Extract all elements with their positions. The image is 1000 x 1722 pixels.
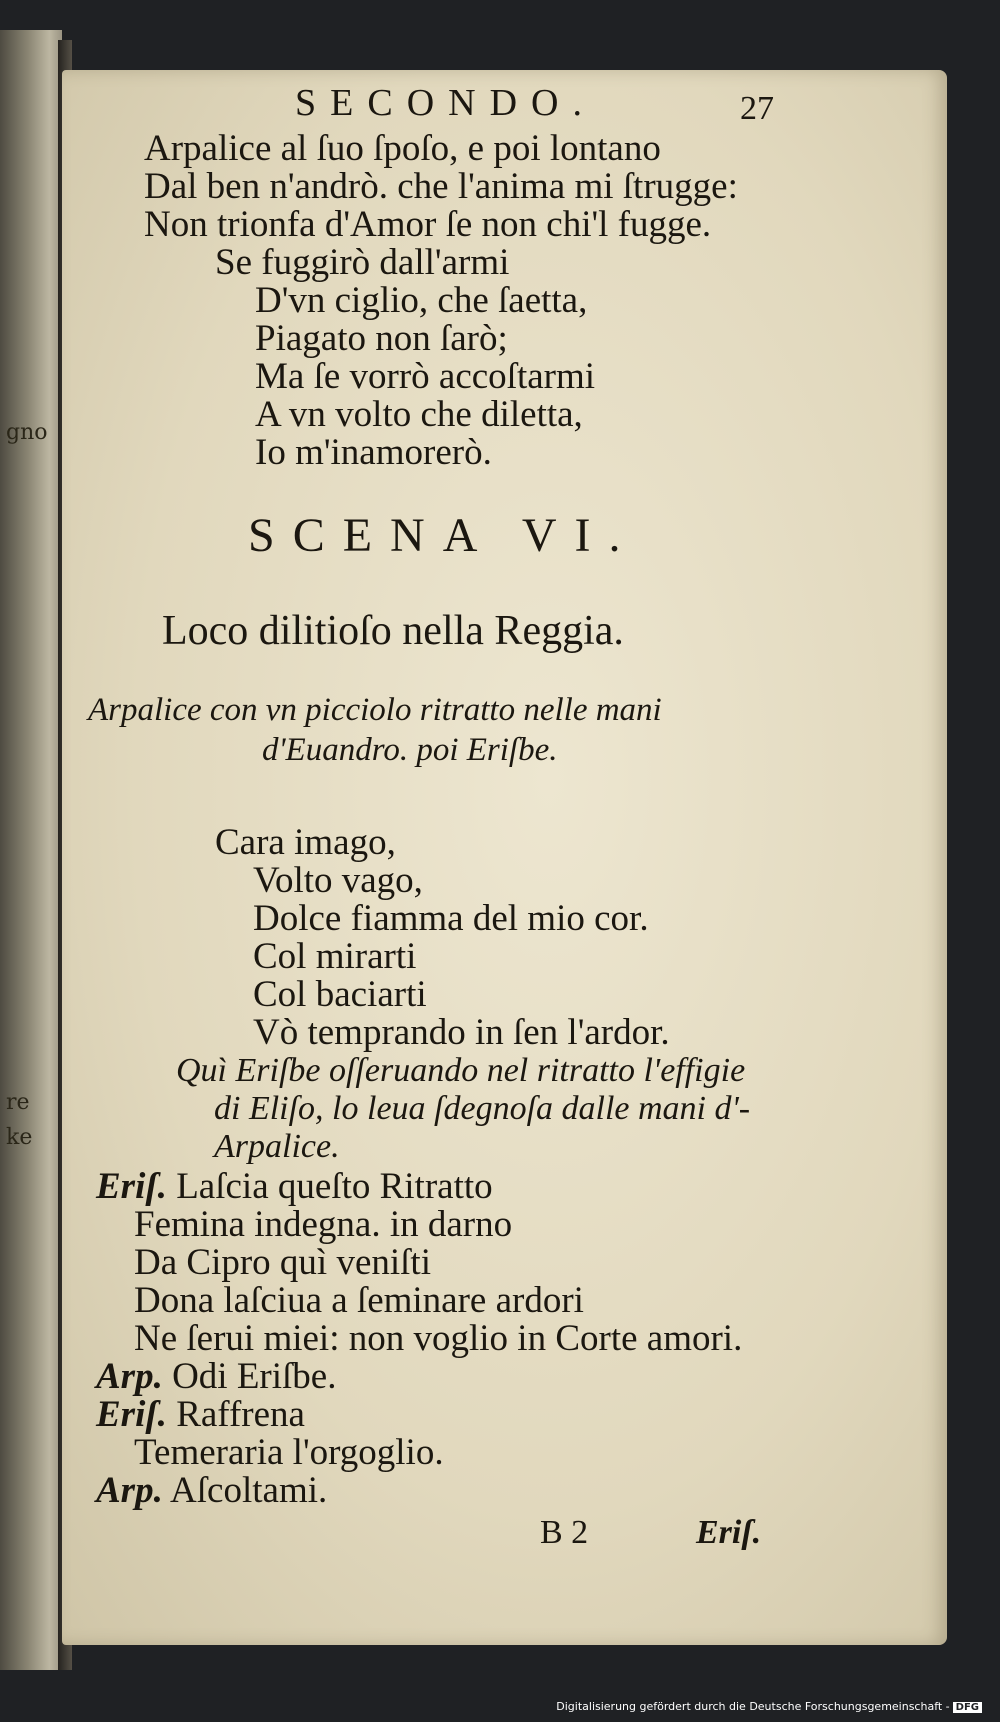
- facing-page-fragment: re: [6, 1090, 30, 1115]
- verse-line: Arpalice al ſuo ſpoſo, e poi lontano: [144, 128, 661, 169]
- song-line: Volto vago,: [253, 860, 423, 901]
- verse-line: Non trionfa d'Amor ſe non chi'l fugge.: [144, 204, 712, 245]
- running-head: SECONDO.: [295, 82, 596, 124]
- dialogue-text: Femina indegna. in darno: [134, 1204, 513, 1245]
- song-line: Vò temprando in ſen l'ardor.: [253, 1012, 670, 1053]
- dialogue-line: [96, 1472, 327, 1509]
- stage-direction: di Eliſo, lo leua ſdegnoſa dalle mani d'-: [214, 1090, 751, 1127]
- scene-heading: SCENA VI.: [248, 509, 639, 562]
- dfg-logo: DFG: [953, 1702, 982, 1713]
- page-number: 27: [740, 90, 774, 127]
- dialogue-line: [134, 1244, 431, 1281]
- aria-line: A vn volto che diletta,: [255, 394, 583, 435]
- dialogue-line: [134, 1206, 512, 1243]
- verse-line: Dal ben n'andrò. che l'anima mi ſtrugge:: [144, 166, 738, 207]
- dialogue-text: Odi Eriſbe.: [172, 1356, 337, 1397]
- dialogue-line: [96, 1396, 305, 1433]
- facing-page-fragment: gno: [6, 420, 48, 445]
- aria-line: Io m'inamorerò.: [255, 432, 492, 473]
- song-line: Col mirarti: [253, 936, 417, 977]
- aria-line: Ma ſe vorrò accoſtarmi: [255, 356, 596, 397]
- credit-text: Digitalisierung gefördert durch die Deutsche Forschungsgemeinschaft -: [556, 1700, 950, 1713]
- aria-line: Se fuggirò dall'armi: [215, 242, 510, 283]
- scene-setting: Loco dilitioſo nella Reggia.: [162, 608, 624, 654]
- dialogue-text: Da Cipro quì veniſti: [134, 1242, 431, 1283]
- dialogue-line: [96, 1168, 493, 1205]
- aria-line: D'vn ciglio, che ſaetta,: [255, 280, 588, 321]
- dialogue-text: Dona laſciua a ſeminare ardori: [134, 1280, 584, 1321]
- dialogue-text: Raffrena: [176, 1394, 305, 1435]
- speaker-label: Eriſ.: [96, 1166, 167, 1207]
- speaker-label: Eriſ.: [96, 1394, 167, 1435]
- dialogue-text: Aſcoltami.: [170, 1470, 328, 1511]
- facing-page-fragment: ke: [6, 1125, 33, 1150]
- dialogue-line: [134, 1320, 742, 1357]
- facing-page-edge: [0, 30, 62, 1670]
- aria-line: Piagato non ſarò;: [255, 318, 508, 359]
- speaker-label: Arp.: [96, 1356, 163, 1397]
- dialogue-line: [134, 1434, 444, 1471]
- signature-mark: B 2: [540, 1514, 589, 1551]
- dialogue-line: [96, 1358, 336, 1395]
- stage-direction: Arpalice con vn picciolo ritratto nelle mani: [88, 692, 662, 728]
- song-line: Dolce fiamma del mio cor.: [253, 898, 649, 939]
- catchword: Eriſ.: [696, 1514, 762, 1551]
- song-line: Cara imago,: [215, 822, 396, 863]
- song-line: Col baciarti: [253, 974, 427, 1015]
- stage-direction: Quì Eriſbe oſſeruando nel ritratto l'effigie: [176, 1052, 746, 1089]
- dialogue-text: Temeraria l'orgoglio.: [134, 1432, 444, 1473]
- stage-direction: Arpalice.: [214, 1128, 340, 1165]
- speaker-label: Arp.: [96, 1470, 163, 1511]
- dialogue-text: Ne ſerui miei: non voglio in Corte amori.: [134, 1318, 743, 1359]
- stage-direction: d'Euandro. poi Eriſbe.: [262, 732, 558, 768]
- digitization-credit: [556, 1700, 982, 1713]
- dialogue-text: Laſcia queſto Ritratto: [176, 1166, 493, 1207]
- dialogue-line: [134, 1282, 584, 1319]
